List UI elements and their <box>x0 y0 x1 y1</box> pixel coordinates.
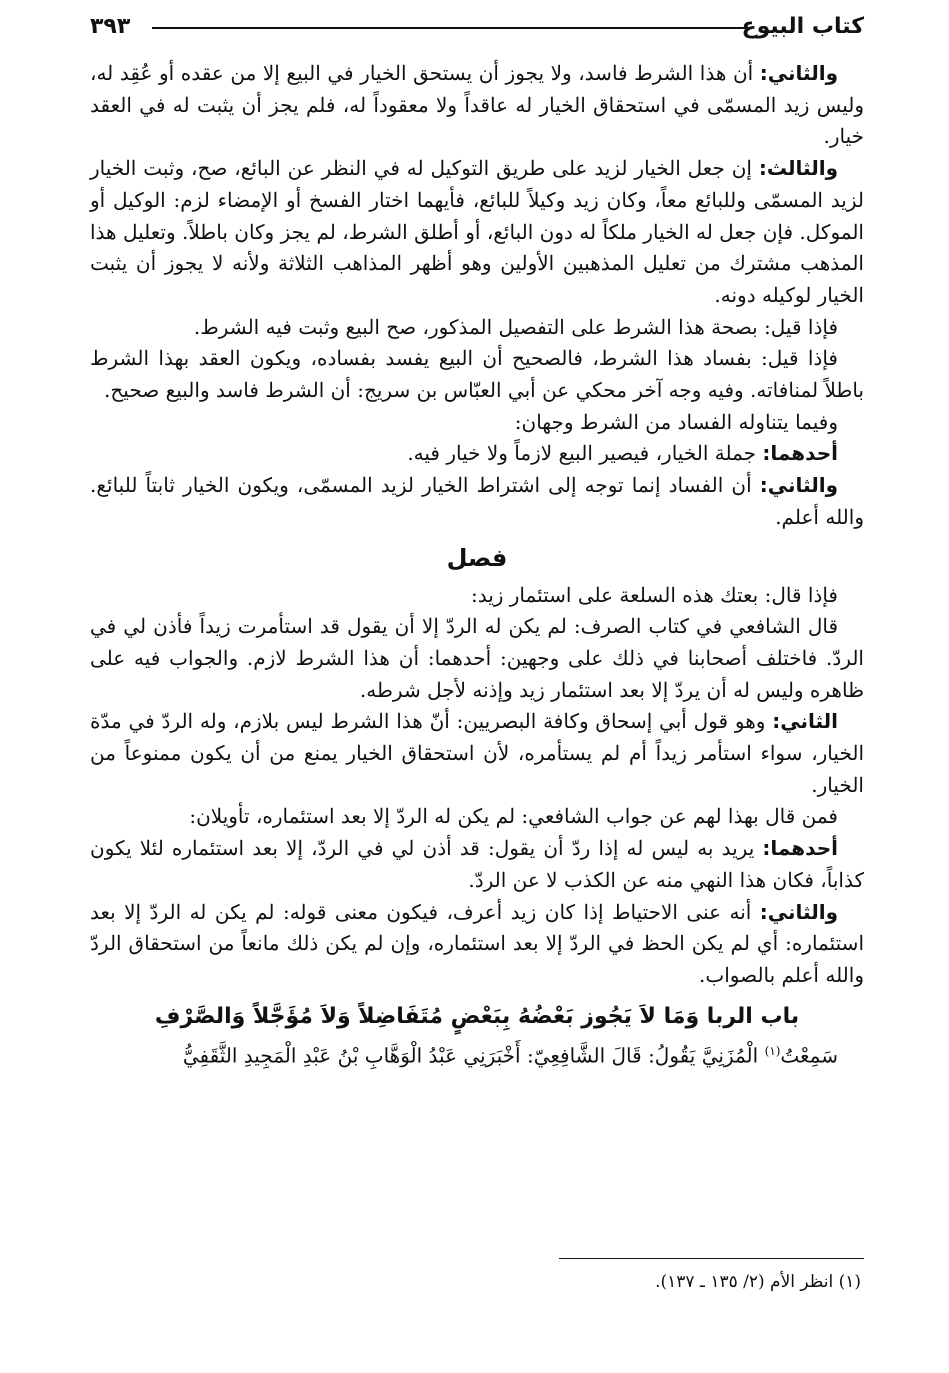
paragraph: فإذا قال: بعتك هذه السلعة على استئمار زيد: <box>470 582 838 607</box>
paragraph: الثاني: وهو قول أبي إسحاق وكافة البصريين: أنّ هذا الشرط ليس بلازم، وله الردّ في مدّة الخيار، سواء استأمر زيداً أم لم يستأمره، لأن استحقاق الخيار يمنع من أن يكون ممنوعاً من الخيار. <box>90 709 865 797</box>
running-header <box>90 8 864 48</box>
section-heading: فصل <box>446 543 508 572</box>
paragraph: والثاني: أن الفساد إنما توجه إلى اشتراط الخيار لزيد المسمّى، ويكون الخيار ثابتاً للبائع. والله أعلم. <box>90 473 864 529</box>
paragraph: والثالث: إن جعل الخيار لزيد على طريق التوكيل له في النظر عن البائع، صح، وثبت الخيار لزيد المسمّى وللبائع معاً، وكان زيد وكيلاً للبائع، فأيهما اختار الفسخ أو الإمضاء لزم: الوكيل أو الموكل. فإن جعل له الخيار ملكاً له دون البائع، أو أطلق الشرط، لم يجز وكان باطلاً. وتعليل هذا المذهب مشترك من تعليل المذهبين الأولين وهو أظهر المذاهب الثلاثة ولأنه لا يجوز أن يثبت الخيار لوكيله دونه. <box>90 156 864 307</box>
paragraph: فإذا قيل: بفساد هذا الشرط، فالصحيح أن البيع يفسد بفساده، ويكون العقد بهذا الشرط باطلاً لمنافاته. وفيه وجه آخر محكي عن أبي العبّاس بن سريج: أن الشرط فاسد والبيع صحيح. <box>90 346 864 403</box>
page-body <box>90 58 864 1072</box>
chapter-heading: باب الربا وَمَا لاَ يَجُوز بَعْضُهُ بِبَعْضٍ مُتَفَاضِلاً وَلاَ مُؤَجَّلاً وَالصَّرْفِ <box>154 1003 800 1029</box>
paragraph: والثاني: أنه عنى الاحتياط إذا كان زيد أعرف، فيكون معنى قوله: لم يكن له الردّ إلا بعد استئماره: أي لم يكن الحظ في الردّ إلا بعد استئماره، وإن لم يكن ذلك مانعاً من استحقاق الردّ والله أعلم بالصواب. <box>90 899 864 987</box>
paragraph: فإذا قيل: بصحة هذا الشرط على التفصيل المذكور، صح البيع وثبت فيه الشرط. <box>193 314 838 339</box>
running-title: كتاب البيوع <box>741 14 864 39</box>
paragraph: فمن قال بهذا لهم عن جواب الشافعي: لم يكن له الردّ إلا بعد استئماره، تأويلان: <box>189 804 838 829</box>
footnote-rule <box>559 1258 864 1259</box>
paragraph: أحدهما: جملة الخيار، فيصير البيع لازماً ولا خيار فيه. <box>407 441 838 466</box>
chapter-first-line: سَمِعْتُ$^{(١)}$ الْمُزَنِيَّ يَقُولُ: قَالَ الشَّافِعِيّ: أَخْبَرَنِي عَبْدُ الْوَهَّابِ بْنُ عَبْدِ الْمَجِيدِ الثَّقَفِيُّ <box>182 1043 838 1068</box>
paragraph: قال الشافعي في كتاب الصرف: لم يكن له الردّ إلا أن يقول قد استأمرت زيداً فأذن لي في الردّ. فاختلف أصحابنا في ذلك على وجهين: أحدهما: أن هذا الشرط لازم. والجواب فيه على ظاهره وليس له أن يردّ إلا بعد استئمار زيد وإذنه لأجل شرطه. <box>90 614 864 702</box>
header-rule <box>152 27 746 29</box>
paragraph: وفيما يتناوله الفساد من الشرط وجهان: <box>514 409 838 434</box>
page-number: ٣٩٣ <box>90 14 131 39</box>
paragraph: أحدهما: يريد به ليس له إذا ردّ أن يقول: قد أذن لي في الردّ، إلا بعد استئماره لئلا يكون كذاباً، فكان هذا النهي منه عن الكذب لا عن الردّ. <box>90 836 864 892</box>
footnote-marker[interactable]: (١) <box>764 1043 781 1058</box>
footnote: (١) انظر الأم (٢/ ١٣٥ ـ ١٣٧). <box>655 1272 861 1292</box>
paragraph: والثاني: أن هذا الشرط فاسد، ولا يجوز أن يستحق الخيار في البيع إلا من عقده أو عُقِد له، وليس زيد المسمّى في استحقاق الخيار له عاقداً ولا معقوداً له، فلم يجز أن يثبت له في العقد خيار. <box>90 61 864 149</box>
